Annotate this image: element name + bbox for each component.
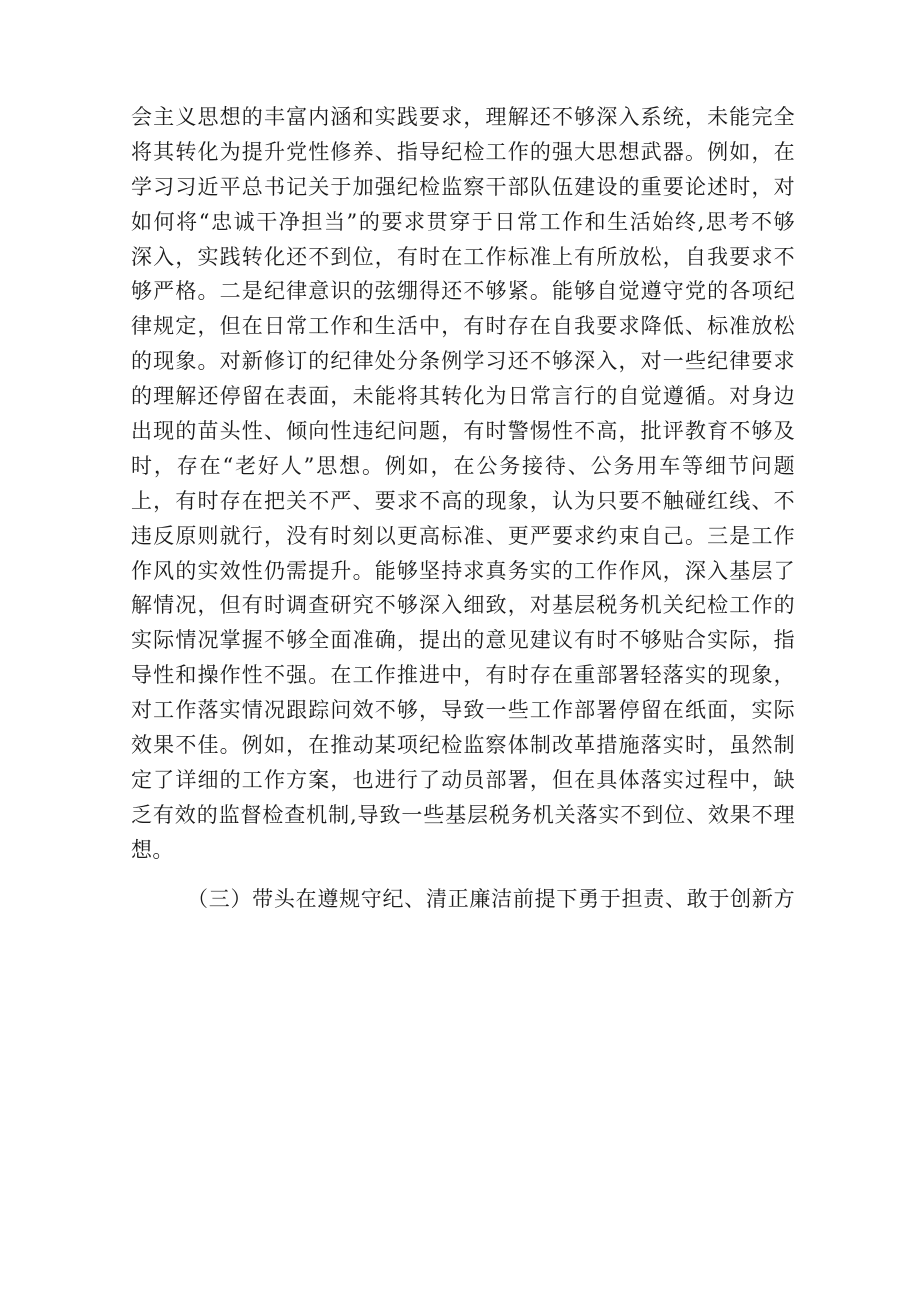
text-line: 如何将“忠诚干净担当”的要求贯穿于日常工作和生活始终,思考不够: [131, 209, 795, 234]
text-line: 的理解还停留在表面，未能将其转化为日常言行的自觉遵循。对身边: [131, 384, 795, 409]
text-line: 律规定，但在日常工作和生活中，有时存在自我要求降低、标准放松: [131, 314, 795, 339]
text-line: 违反原则就行，没有时刻以更高标准、更严要求约束自己。三是工作: [131, 523, 795, 548]
section-heading: （三）带头在遵规守纪、清正廉洁前提下勇于担责、敢于创新方: [187, 886, 795, 911]
text-line: 出现的苗头性、倾向性违纪问题，有时警惕性不高，批评教育不够及: [131, 419, 795, 444]
text-line: 时，存在“老好人”思想。例如，在公务接待、公务用车等细节问题: [131, 453, 795, 478]
text-line: 定了详细的工作方案，也进行了动员部署，但在具体落实过程中，缺: [131, 767, 795, 792]
text-line: 学习习近平总书记关于加强纪检监察干部队伍建设的重要论述时，对: [131, 174, 795, 199]
text-line: 乏有效的监督检查机制,导致一些基层税务机关落实不到位、效果不理: [131, 802, 795, 827]
text-line: 深入，实践转化还不到位，有时在工作标准上有所放松，自我要求不: [131, 244, 795, 269]
text-line: 解情况，但有时调查研究不够深入细致，对基层税务机关纪检工作的: [131, 593, 795, 618]
text-line: 效果不佳。例如，在推动某项纪检监察体制改革措施落实时，虽然制: [131, 733, 795, 758]
text-line: 作风的实效性仍需提升。能够坚持求真务实的工作作风，深入基层了: [131, 558, 795, 583]
text-line: 将其转化为提升党性修养、指导纪检工作的强大思想武器。例如，在: [131, 139, 795, 164]
text-line: 对工作落实情况跟踪问效不够，导致一些工作部署停留在纸面，实际: [131, 698, 795, 723]
text-line: 实际情况掌握不够全面准确，提出的意见建议有时不够贴合实际，指: [131, 628, 795, 653]
text-line: 想。: [131, 837, 174, 862]
body-text: [131, 100, 795, 916]
text-line: 导性和操作性不强。在工作推进中，有时存在重部署轻落实的现象，: [131, 663, 795, 688]
text-line: 的现象。对新修订的纪律处分条例学习还不够深入，对一些纪律要求: [131, 349, 795, 374]
text-line: 够严格。二是纪律意识的弦绷得还不够紧。能够自觉遵守党的各项纪: [131, 279, 795, 304]
paragraph-gap: [131, 868, 795, 882]
text-line: 会主义思想的丰富内涵和实践要求，理解还不够深入系统，未能完全: [131, 105, 795, 129]
text-line: 上，有时存在把关不严、要求不高的现象，认为只要不触碰红线、不: [131, 488, 795, 513]
